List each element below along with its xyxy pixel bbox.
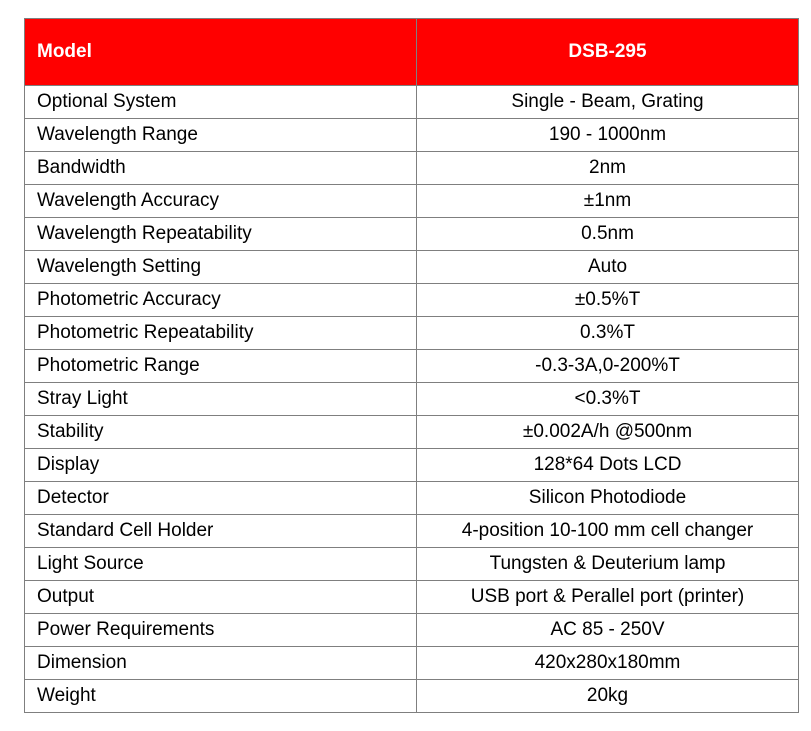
spec-key: Wavelength Setting — [25, 251, 417, 284]
spec-value: AC 85 - 250V — [417, 614, 799, 647]
table-row — [25, 86, 799, 119]
spec-key: Light Source — [25, 548, 417, 581]
table-row — [25, 680, 799, 713]
spec-value: 2nm — [417, 152, 799, 185]
table-row — [25, 383, 799, 416]
header-row — [25, 19, 799, 86]
spec-key: Display — [25, 449, 417, 482]
spec-key: Stability — [25, 416, 417, 449]
spec-value: Auto — [417, 251, 799, 284]
table-row — [25, 350, 799, 383]
spec-value: -0.3-3A,0-200%T — [417, 350, 799, 383]
table-row — [25, 218, 799, 251]
spec-table-body — [25, 86, 799, 713]
spec-key: Photometric Range — [25, 350, 417, 383]
spec-key: Dimension — [25, 647, 417, 680]
spec-key: Power Requirements — [25, 614, 417, 647]
spec-value: ±1nm — [417, 185, 799, 218]
table-row — [25, 482, 799, 515]
spec-value: ±0.5%T — [417, 284, 799, 317]
table-row — [25, 152, 799, 185]
table-row — [25, 185, 799, 218]
table-row — [25, 515, 799, 548]
table-row — [25, 416, 799, 449]
spec-key: Weight — [25, 680, 417, 713]
spec-value: 128*64 Dots LCD — [417, 449, 799, 482]
spec-key: Wavelength Range — [25, 119, 417, 152]
spec-value: Single - Beam, Grating — [417, 86, 799, 119]
table-row — [25, 449, 799, 482]
spec-key: Detector — [25, 482, 417, 515]
spec-value: <0.3%T — [417, 383, 799, 416]
spec-value: Silicon Photodiode — [417, 482, 799, 515]
spec-key: Output — [25, 581, 417, 614]
spec-key: Bandwidth — [25, 152, 417, 185]
spec-key: Optional System — [25, 86, 417, 119]
spec-table-header — [25, 19, 799, 86]
spec-key: Standard Cell Holder — [25, 515, 417, 548]
header-value-cell: DSB-295 — [417, 19, 799, 86]
header-key-cell: Model — [25, 19, 417, 86]
table-row — [25, 614, 799, 647]
table-row — [25, 581, 799, 614]
table-row — [25, 251, 799, 284]
table-row — [25, 548, 799, 581]
table-row — [25, 647, 799, 680]
spec-key: Photometric Repeatability — [25, 317, 417, 350]
spec-value: 0.5nm — [417, 218, 799, 251]
spec-table — [24, 18, 799, 713]
spec-value: 190 - 1000nm — [417, 119, 799, 152]
spec-value: 0.3%T — [417, 317, 799, 350]
table-row — [25, 317, 799, 350]
spec-value: 420x280x180mm — [417, 647, 799, 680]
table-row — [25, 119, 799, 152]
spec-key: Wavelength Accuracy — [25, 185, 417, 218]
spec-value: 20kg — [417, 680, 799, 713]
spec-key: Stray Light — [25, 383, 417, 416]
spec-value: ±0.002A/h @500nm — [417, 416, 799, 449]
spec-key: Wavelength Repeatability — [25, 218, 417, 251]
spec-value: USB port & Perallel port (printer) — [417, 581, 799, 614]
spec-key: Photometric Accuracy — [25, 284, 417, 317]
table-row — [25, 284, 799, 317]
spec-value: 4-position 10-100 mm cell changer — [417, 515, 799, 548]
spec-value: Tungsten & Deuterium lamp — [417, 548, 799, 581]
